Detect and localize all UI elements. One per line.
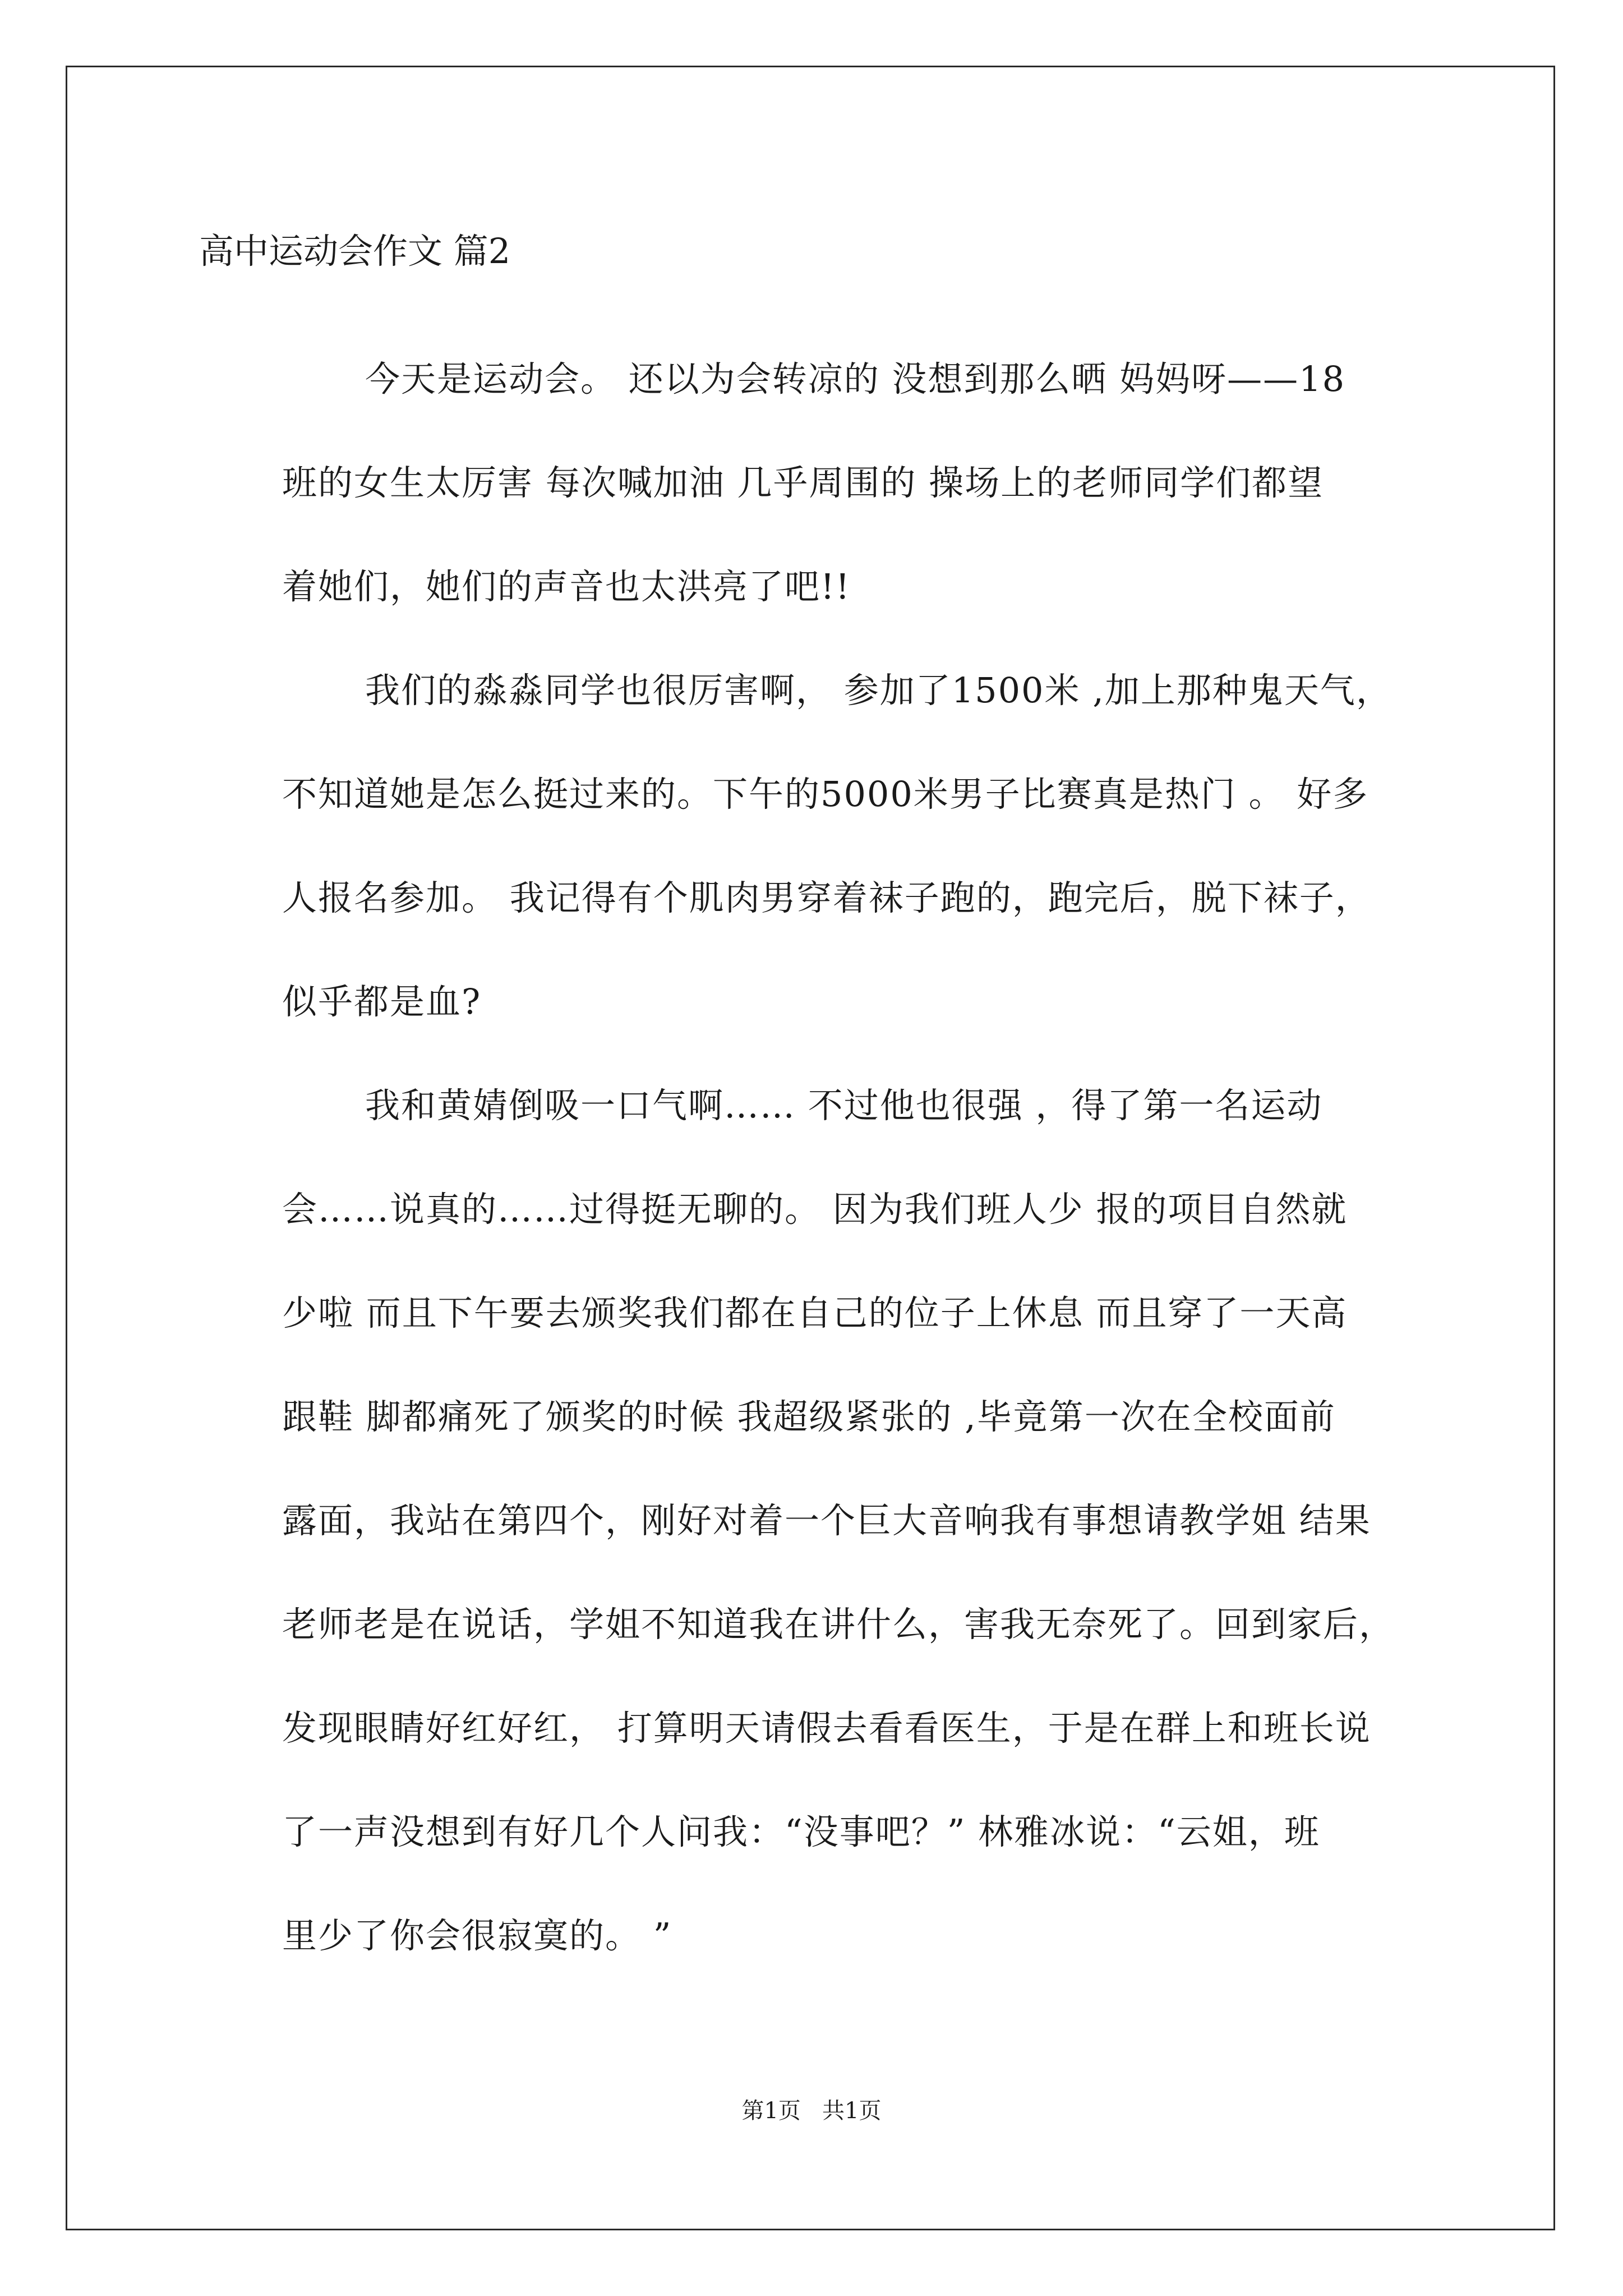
text-line: 着她们，她们的声音也太洪亮了吧!! [282,566,851,607]
paragraph-3 [199,1053,1433,1987]
text-line: 今天是运动会。 还以为会转凉的 没想到那么晒 妈妈呀——18 [365,358,1346,399]
text-line: 我们的淼淼同学也很厉害啊， 参加了1500米 ,加上那种鬼天气， [365,670,1392,711]
page-number-footer: 第1页 共1页 [741,2098,882,2124]
text-line: 老师老是在说话，学姐不知道我在讲什么，害我无奈死了。回到家后， [282,1604,1395,1645]
text-line: 班的女生太厉害 每次喊加油 几乎周围的 操场上的老师同学们都望 [282,462,1324,503]
text-line: 我和黄婧倒吸一口气啊…… 不过他也很强 ，得了第一名运动 [365,1085,1323,1126]
text-line: 跟鞋 脚都痛死了颁奖的时候 我超级紧张的 ,毕竟第一次在全校面前 [282,1396,1336,1437]
text-line: 似乎都是血? [282,981,482,1022]
document-title: 高中运动会作文 篇2 [199,231,511,272]
text-line: 露面，我站在第四个，刚好对着一个巨大音响我有事想请教学姐 结果 [282,1500,1371,1541]
document-body [199,223,1433,1987]
text-line: 了一声没想到有好几个人问我：“没事吧？” 林雅冰说：“云姐，班 [282,1811,1320,1852]
paragraph-2 [199,638,1433,1053]
text-line: 人报名参加。 我记得有个肌肉男穿着袜子跑的，跑完后，脱下袜子， [282,877,1371,918]
text-line: 会……说真的……过得挺无聊的。 因为我们班人少 报的项目自然就 [282,1189,1348,1230]
text-line: 发现眼睛好红好红， 打算明天请假去看看医生，于是在群上和班长说 [282,1708,1371,1749]
text-line: 里少了你会很寂寞的。 ” [282,1915,672,1956]
paragraph-1 [199,327,1433,638]
text-line: 不知道她是怎么挺过来的。下午的5000米男子比赛真是热门 。 好多 [282,774,1369,815]
text-line: 少啦 而且下午要去颁奖我们都在自己的位子上休息 而且穿了一天高 [282,1292,1348,1333]
